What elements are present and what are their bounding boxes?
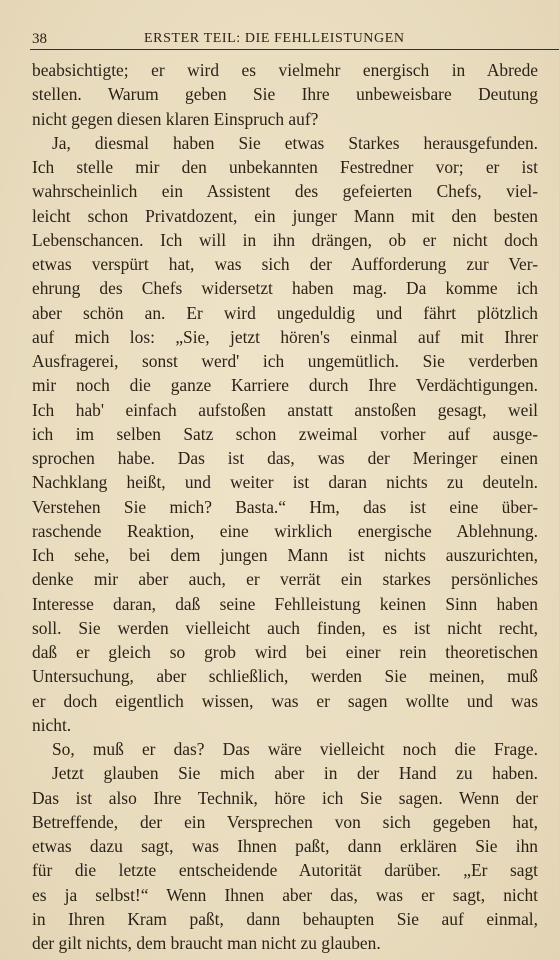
text-line: So, muß er das? Das wäre vielleicht noch die Frage. — [52, 739, 538, 759]
text-line: etwas dazu sagt, was Ihnen paßt, dann erklären Sie ihn — [32, 836, 538, 856]
text-line: Lebenschancen. Ich will in ihn drängen, ob er nicht doch — [32, 229, 538, 250]
text-line: Das ist also Ihre Technik, höre ich Sie sagen. Wenn der — [32, 787, 538, 808]
text-line: Ich stelle mir den unbekannten Festredner vor; er ist — [32, 157, 538, 177]
page-number: 38 — [32, 31, 47, 47]
text-line: nicht gegen diesen klaren Einspruch auf? — [32, 108, 319, 129]
text-line: es ja selbst!“ Wenn Ihnen aber das, was er sagt, nicht — [32, 884, 538, 905]
text-line: Ja, diesmal haben Sie etwas Starkes herausgefunden. — [52, 132, 538, 153]
text-line: raschende Reaktion, eine wirklich energische Ablehnung. — [32, 520, 538, 541]
text-line: ehrung des Chefs widersetzt haben mag. Da komme ich — [32, 278, 538, 299]
page-header — [32, 30, 549, 48]
text-line: der gilt nichts, dem braucht man nicht zu glauben. — [32, 933, 381, 953]
text-line: nicht. — [32, 714, 72, 735]
body-text — [32, 58, 538, 955]
text-line: daß er gleich so grob wird bei einer rein theoretischen — [32, 642, 538, 662]
text-line: stellen. Warum geben Sie Ihre unbeweisbare Deutung — [32, 84, 538, 105]
text-line: Jetzt glauben Sie mich aber in der Hand zu haben. — [52, 763, 538, 784]
text-line: sprochen habe. Das ist das, was der Meringer einen — [32, 448, 538, 468]
text-line: Ausfragerei, sonst werd' ich ungemütlich. Sie verderben — [32, 351, 538, 371]
text-line: Nachklang heißt, und weiter ist daran nichts zu deuteln. — [32, 472, 538, 493]
text-line: Untersuchung, aber schließlich, werden Sie meinen, muß — [32, 666, 538, 687]
text-line: etwas verspürt hat, was sich der Aufforderung zur Ver- — [32, 254, 538, 274]
text-line: Ich sehe, bei dem jungen Mann ist nichts auszurichten, — [32, 545, 538, 565]
text-line: Interesse daran, daß seine Fehlleistung keinen Sinn haben — [32, 593, 538, 614]
text-line: denke mir aber auch, er verrät ein starkes persönliches — [32, 569, 538, 590]
text-line: soll. Sie werden vielleicht auch finden, es ist nicht recht, — [32, 617, 538, 638]
text-line: er doch eigentlich wissen, was er sagen wollte und was — [32, 690, 538, 711]
text-line: beabsichtigte; er wird es vielmehr energisch in Abrede — [32, 60, 538, 80]
text-line: Betreffende, der ein Versprechen von sich gegeben hat, — [32, 811, 538, 832]
header-rule — [30, 49, 559, 50]
text-line: wahrscheinlich ein Assistent des gefeierten Chefs, viel- — [32, 181, 538, 202]
text-line: auf mich los: „Sie, jetzt hören's einmal auf mit Ihrer — [32, 326, 538, 347]
running-head: ERSTER TEIL: DIE FEHLLEISTUNGEN — [144, 31, 405, 46]
text-line: aber schön an. Er wird ungeduldig und fährt plötzlich — [32, 302, 538, 323]
text-line: in Ihren Kram paßt, dann behaupten Sie auf einmal, — [32, 908, 538, 929]
text-line: Verstehen Sie mich? Basta.“ Hm, das ist eine über- — [32, 496, 538, 517]
text-line: Ich hab' einfach aufstoßen anstatt anstoßen gesagt, weil — [32, 399, 538, 420]
text-line: für die letzte entscheidende Autorität darüber. „Er sagt — [32, 860, 538, 881]
text-line: ich im selben Satz schon zweimal vorher auf ausge- — [32, 423, 538, 444]
text-line: mir noch die ganze Karriere durch Ihre Verdächtigungen. — [32, 375, 538, 396]
text-line: leicht schon Privatdozent, ein junger Mann mit den besten — [32, 205, 538, 226]
